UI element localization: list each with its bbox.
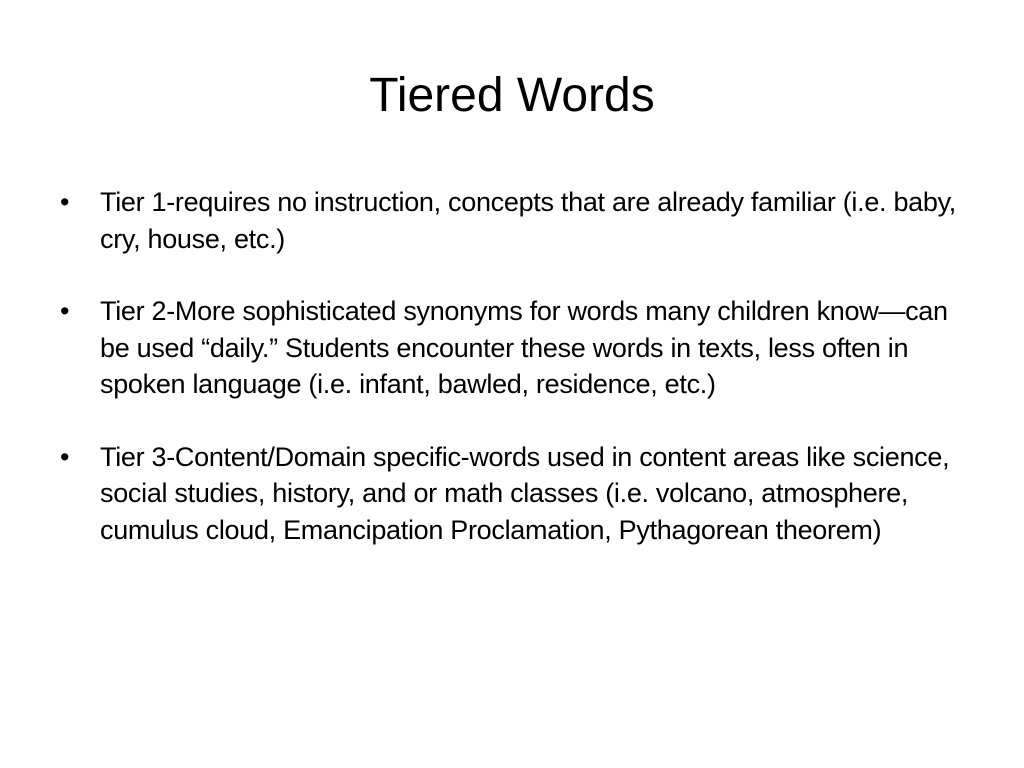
bullet-text: Tier 2-More sophisticated synonyms for words many children know—can be used “daily.” Students encounter these words in texts, less often in spoken language (i.e. infant, bawled, residence, etc.) — [100, 296, 948, 399]
bullet-list — [60, 184, 960, 584]
bullet-item-tier-3 — [60, 439, 960, 549]
bullet-icon: • — [60, 441, 70, 472]
bullet-text: Tier 3-Content/Domain specific-words used in content areas like science, social studies, history, and or math classes (i.e. volcano, atmosphere, cumulus cloud, Emancipation Proclamation, Pythagorean theorem) — [100, 441, 950, 545]
bullet-item-tier-2 — [60, 293, 960, 403]
bullet-icon: • — [60, 296, 70, 326]
slide-title: Tiered Words — [369, 69, 655, 122]
bullet-text: Tier 1-requires no instruction, concepts that are already familiar (i.e. baby, cry, house, etc.) — [100, 187, 956, 254]
bullet-icon: • — [60, 187, 70, 217]
bullet-item-tier-1 — [60, 184, 960, 257]
